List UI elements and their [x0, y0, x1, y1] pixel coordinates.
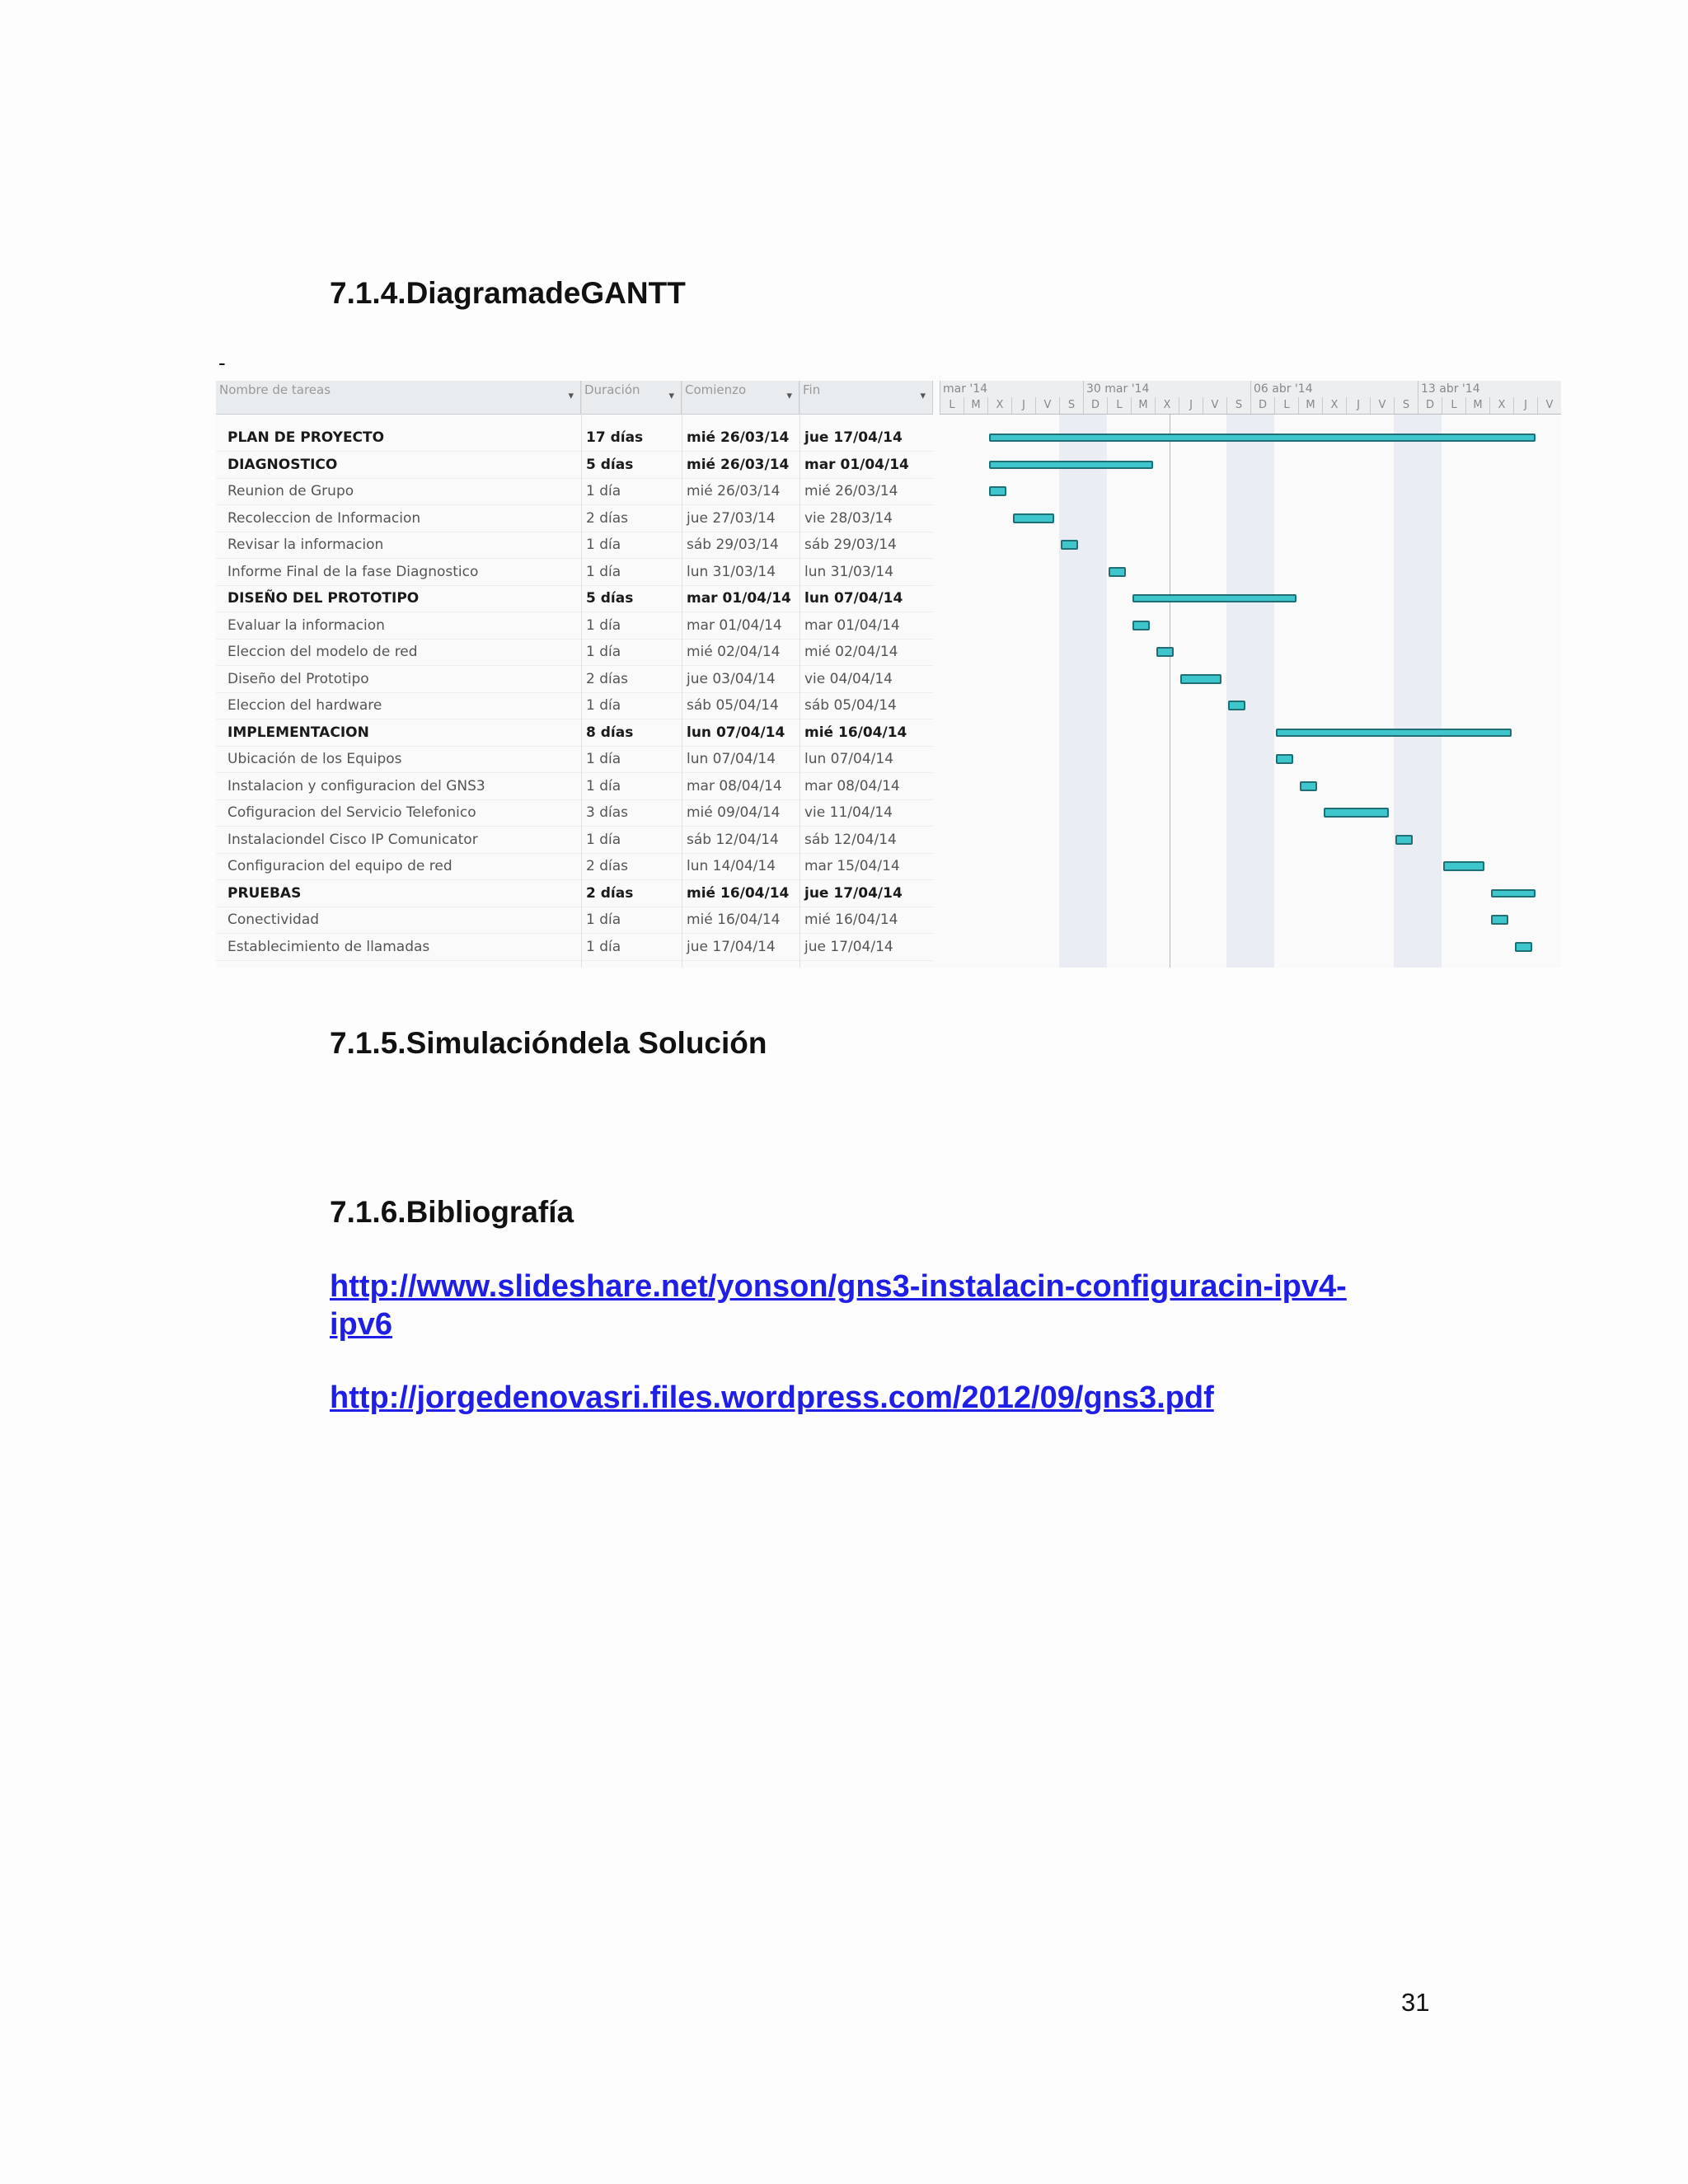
- column-header-name-label: Nombre de tareas: [219, 382, 331, 397]
- task-duration: 1 día: [586, 616, 621, 634]
- task-name: Eleccion del hardware: [227, 697, 382, 714]
- day-letter: V: [1203, 397, 1226, 414]
- day-letter: D: [1250, 397, 1274, 414]
- day-letter: J: [1513, 397, 1537, 414]
- dropdown-arrow-icon[interactable]: ▾: [568, 390, 574, 402]
- task-duration: 17 días: [586, 429, 644, 446]
- day-letter: X: [1322, 397, 1346, 414]
- task-start: sáb 05/04/14: [687, 697, 779, 714]
- task-duration: 1 día: [586, 483, 621, 499]
- week-label: 13 abr '14: [1418, 381, 1561, 397]
- task-bar[interactable]: [1132, 621, 1150, 630]
- task-row[interactable]: [216, 799, 933, 827]
- task-row[interactable]: [216, 773, 933, 800]
- task-bar[interactable]: [1156, 647, 1174, 657]
- day-letter: V: [1370, 397, 1394, 414]
- weekend-column: [1059, 414, 1083, 968]
- task-name: DIAGNOSTICO: [227, 456, 338, 473]
- task-row[interactable]: [216, 452, 933, 479]
- summary-task-bar[interactable]: [989, 461, 1153, 469]
- task-row[interactable]: [216, 585, 933, 612]
- task-bar[interactable]: [1276, 754, 1293, 764]
- task-start: jue 27/03/14: [687, 509, 776, 527]
- day-letter: M: [1465, 397, 1489, 414]
- task-row[interactable]: [216, 639, 933, 666]
- day-letter: D: [1083, 397, 1107, 414]
- task-end: jue 17/04/14: [804, 938, 893, 955]
- task-name: PLAN DE PROYECTO: [227, 429, 385, 446]
- task-bar[interactable]: [1491, 915, 1508, 925]
- task-row[interactable]: [216, 692, 933, 719]
- day-letter: M: [964, 397, 987, 414]
- task-end: vie 28/03/14: [804, 509, 893, 527]
- task-duration: 1 día: [586, 563, 621, 580]
- task-row[interactable]: [216, 746, 933, 773]
- task-duration: 1 día: [586, 938, 621, 955]
- task-start: mié 02/04/14: [687, 644, 781, 660]
- weekend-column: [1418, 414, 1442, 968]
- task-name: Diseño del Prototipo: [227, 670, 369, 687]
- column-header-end[interactable]: [799, 381, 933, 414]
- task-duration: 1 día: [586, 751, 621, 767]
- task-row[interactable]: [216, 880, 933, 907]
- task-row[interactable]: [216, 853, 933, 880]
- weekend-column: [1394, 414, 1418, 968]
- heading-bibliography: 7.1.6.Bibliografía: [330, 1195, 574, 1229]
- task-bar[interactable]: [1061, 540, 1078, 550]
- task-end: lun 07/04/14: [804, 751, 894, 767]
- task-start: mar 08/04/14: [687, 777, 782, 794]
- task-name: IMPLEMENTACION: [227, 724, 369, 741]
- task-start: lun 31/03/14: [687, 563, 776, 580]
- task-start: mar 01/04/14: [687, 616, 782, 634]
- day-letter: S: [1226, 397, 1250, 414]
- task-duration: 5 días: [586, 590, 634, 607]
- column-header-duration-label: Duración: [584, 382, 640, 397]
- heading-gantt: 7.1.4.DiagramadeGANTT: [330, 276, 686, 310]
- task-duration: 5 días: [586, 456, 634, 473]
- week-label: mar '14: [940, 381, 1083, 397]
- day-letter: L: [1442, 397, 1465, 414]
- link-line-1[interactable]: http://www.slideshare.net/yonson/gns3-instalacin-configuracin-ipv4-: [330, 1269, 1347, 1304]
- summary-task-bar[interactable]: [1276, 729, 1512, 737]
- task-row[interactable]: [216, 612, 933, 640]
- task-duration: 1 día: [586, 644, 621, 660]
- task-duration: 3 días: [586, 804, 629, 821]
- task-row[interactable]: [216, 719, 933, 747]
- day-letter: L: [1107, 397, 1131, 414]
- task-duration: 2 días: [586, 858, 629, 874]
- task-start: sáb 29/03/14: [687, 537, 779, 553]
- task-end: mar 01/04/14: [804, 456, 909, 473]
- task-end: sáb 05/04/14: [804, 697, 897, 714]
- task-bar[interactable]: [1443, 861, 1484, 871]
- task-name: Conectividad: [227, 912, 320, 928]
- task-name: Establecimiento de llamadas: [227, 938, 430, 955]
- task-row[interactable]: [216, 559, 933, 586]
- timeline-weeks-header: [940, 381, 1561, 398]
- day-letter: L: [940, 397, 964, 414]
- day-letter: X: [1155, 397, 1179, 414]
- day-letter: V: [1537, 397, 1561, 414]
- task-name: Ubicación de los Equipos: [227, 751, 402, 767]
- task-duration: 2 días: [586, 509, 629, 527]
- task-name: Informe Final de la fase Diagnostico: [227, 563, 479, 580]
- day-letter: J: [1011, 397, 1035, 414]
- task-name: DISEÑO DEL PROTOTIPO: [227, 590, 420, 607]
- task-start: mar 01/04/14: [687, 590, 791, 607]
- day-letter: S: [1394, 397, 1418, 414]
- task-bar[interactable]: [1515, 942, 1532, 952]
- task-end: lun 31/03/14: [804, 563, 894, 580]
- task-name: Evaluar la informacion: [227, 616, 385, 634]
- task-name: Instalacion y configuracion del GNS3: [227, 777, 485, 794]
- task-row[interactable]: [216, 505, 933, 532]
- column-header-end-label: Fin: [803, 382, 821, 397]
- gantt-timeline: [940, 381, 1561, 968]
- bibliography-link-slideshare[interactable]: [330, 1268, 1347, 1343]
- task-start: jue 03/04/14: [687, 670, 776, 687]
- task-row[interactable]: [216, 424, 933, 452]
- heading-simulation: 7.1.5.Simulacióndela Solución: [330, 1026, 767, 1060]
- task-end: mié 02/04/14: [804, 644, 898, 660]
- timeline-days-header: [940, 397, 1561, 415]
- gantt-chart-image: [216, 381, 1561, 968]
- column-header-duration[interactable]: [581, 381, 682, 414]
- task-row[interactable]: [216, 532, 933, 559]
- day-letter: D: [1418, 397, 1442, 414]
- task-duration: 1 día: [586, 537, 621, 553]
- task-start: lun 07/04/14: [687, 751, 776, 767]
- task-duration: 2 días: [586, 670, 629, 687]
- task-duration: 1 día: [586, 697, 621, 714]
- day-letter: S: [1059, 397, 1083, 414]
- dropdown-arrow-icon[interactable]: ▾: [786, 390, 792, 402]
- task-end: jue 17/04/14: [804, 884, 903, 902]
- task-bar[interactable]: [1324, 808, 1389, 818]
- task-bar[interactable]: [1109, 567, 1126, 577]
- weekend-column: [1226, 414, 1250, 968]
- column-divider: [799, 381, 800, 968]
- task-bar[interactable]: [1013, 513, 1054, 523]
- task-end: mar 01/04/14: [804, 616, 900, 634]
- task-end: vie 11/04/14: [804, 804, 893, 821]
- gantt-table-header: [216, 381, 933, 415]
- task-row[interactable]: [216, 934, 933, 961]
- summary-task-bar[interactable]: [1132, 594, 1296, 602]
- week-label: 06 abr '14: [1250, 381, 1418, 397]
- dropdown-arrow-icon[interactable]: ▾: [920, 390, 926, 402]
- task-row[interactable]: [216, 478, 933, 505]
- gantt-task-table: [216, 381, 933, 968]
- day-letter: V: [1035, 397, 1059, 414]
- task-name: Cofiguracion del Servicio Telefonico: [227, 804, 476, 821]
- column-divider: [581, 381, 582, 968]
- summary-task-bar[interactable]: [989, 434, 1536, 442]
- day-letter: X: [987, 397, 1011, 414]
- bibliography-link-wordpress[interactable]: http://jorgedenovasri.files.wordpress.com/2012/09/gns3.pdf: [330, 1380, 1214, 1415]
- task-name: PRUEBAS: [227, 884, 302, 902]
- day-letter: X: [1489, 397, 1513, 414]
- week-label: 30 mar '14: [1083, 381, 1250, 397]
- weekend-column: [1083, 414, 1107, 968]
- task-end: mié 26/03/14: [804, 483, 898, 499]
- dropdown-arrow-icon[interactable]: ▾: [668, 390, 674, 402]
- task-duration: 8 días: [586, 724, 634, 741]
- day-letter: J: [1179, 397, 1203, 414]
- task-name: Recoleccion de Informacion: [227, 509, 421, 527]
- task-start: jue 17/04/14: [687, 938, 776, 955]
- task-start: mié 26/03/14: [687, 483, 781, 499]
- task-end: jue 17/04/14: [804, 429, 903, 446]
- link-line-2[interactable]: ipv6: [330, 1307, 393, 1342]
- task-start: mié 09/04/14: [687, 804, 781, 821]
- task-bar[interactable]: [1300, 781, 1317, 791]
- weekend-column: [1250, 414, 1274, 968]
- task-row[interactable]: [216, 827, 933, 854]
- stray-dash: -: [218, 350, 226, 375]
- task-end: mié 16/04/14: [804, 912, 898, 928]
- task-end: mié 16/04/14: [804, 724, 907, 741]
- day-letter: J: [1346, 397, 1370, 414]
- task-start: lun 14/04/14: [687, 858, 776, 874]
- day-letter: M: [1131, 397, 1155, 414]
- task-start: mié 26/03/14: [687, 429, 790, 446]
- task-bar[interactable]: [1180, 674, 1221, 684]
- task-duration: 1 día: [586, 912, 621, 928]
- column-header-start-label: Comienzo: [685, 382, 747, 397]
- task-end: mar 08/04/14: [804, 777, 900, 794]
- task-name: Reunion de Grupo: [227, 483, 354, 499]
- column-header-start[interactable]: [682, 381, 799, 414]
- task-start: mié 16/04/14: [687, 912, 781, 928]
- task-start: sáb 12/04/14: [687, 831, 779, 848]
- day-letter: M: [1298, 397, 1322, 414]
- task-bar[interactable]: [989, 486, 1006, 496]
- task-name: Instalaciondel Cisco IP Comunicator: [227, 831, 478, 848]
- page-number: 31: [1401, 1988, 1430, 2017]
- task-end: sáb 12/04/14: [804, 831, 897, 848]
- task-duration: 1 día: [586, 831, 621, 848]
- task-start: mié 26/03/14: [687, 456, 790, 473]
- task-name: Configuracion del equipo de red: [227, 858, 452, 874]
- day-letter: L: [1274, 397, 1298, 414]
- task-duration: 2 días: [586, 884, 634, 902]
- summary-task-bar[interactable]: [1491, 889, 1536, 898]
- task-bar[interactable]: [1395, 835, 1413, 845]
- task-name: Eleccion del modelo de red: [227, 644, 418, 660]
- column-header-name[interactable]: [216, 381, 581, 414]
- task-end: mar 15/04/14: [804, 858, 900, 874]
- task-start: lun 07/04/14: [687, 724, 785, 741]
- task-duration: 1 día: [586, 777, 621, 794]
- task-bar[interactable]: [1228, 701, 1245, 710]
- task-end: vie 04/04/14: [804, 670, 893, 687]
- task-end: sáb 29/03/14: [804, 537, 897, 553]
- task-name: Revisar la informacion: [227, 537, 384, 553]
- task-end: lun 07/04/14: [804, 590, 903, 607]
- task-start: mié 16/04/14: [687, 884, 790, 902]
- task-row[interactable]: [216, 907, 933, 934]
- task-row[interactable]: [216, 666, 933, 693]
